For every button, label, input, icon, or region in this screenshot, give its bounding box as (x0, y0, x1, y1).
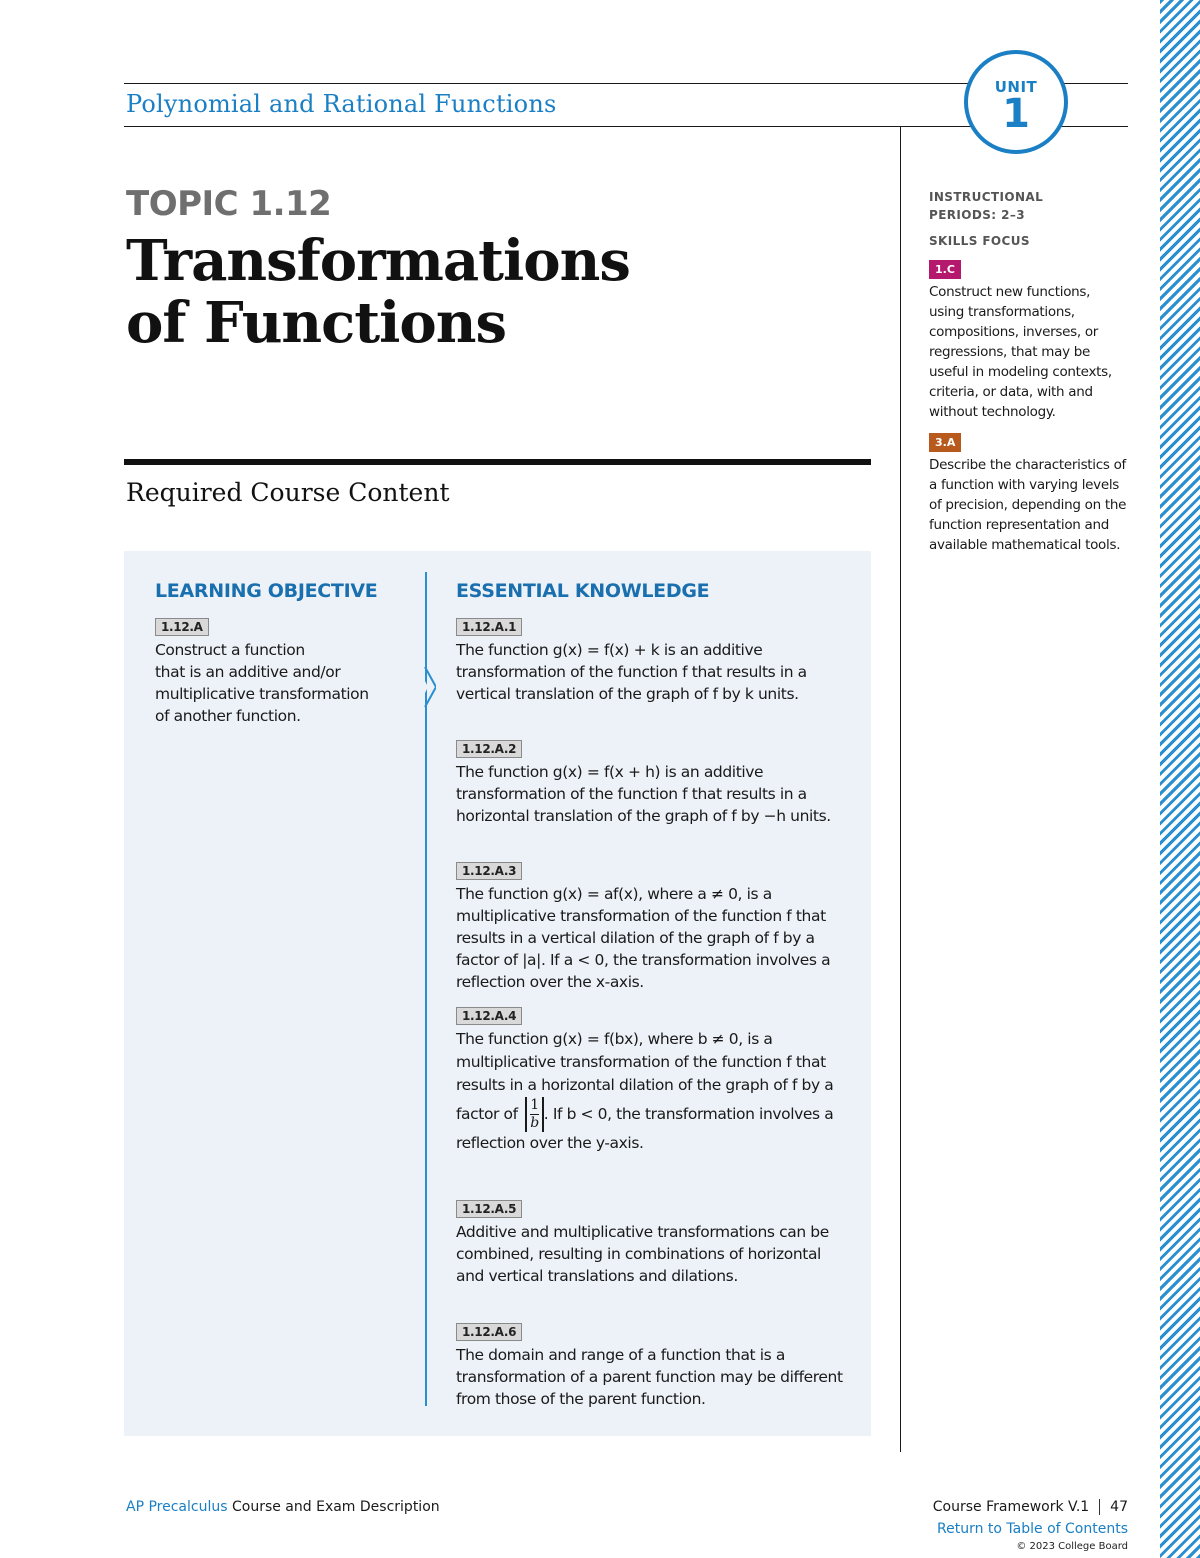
unit-badge-label: UNIT (994, 78, 1038, 96)
chevron-right-icon (414, 665, 436, 709)
ek-item (456, 616, 846, 705)
skills-focus-heading: SKILLS FOCUS (929, 234, 1030, 248)
ek-code: 1.12.A.3 (456, 862, 522, 880)
ek-code: 1.12.A.6 (456, 1323, 522, 1341)
ek-code: 1.12.A.2 (456, 740, 522, 758)
edge-stripe-decoration (1160, 0, 1200, 1558)
lo-line: of another function. (155, 707, 301, 725)
sidebar (929, 188, 1134, 555)
copyright: © 2023 College Board (1016, 1541, 1128, 1552)
skill-code: 1.C (929, 260, 961, 279)
learning-objective-text (155, 639, 405, 727)
fraction (525, 1097, 544, 1132)
ek-item (456, 1198, 846, 1287)
ek-text: The function g(x) = af(x), where a ≠ 0, is a multiplicative transformation of the function f that results in a vertical dilation of the graph of f by a factor of |a|. If a < 0, the transformation involves a reflection over the x-axis. (456, 885, 831, 991)
sidebar-divider (900, 126, 901, 1452)
section-heading: Required Course Content (126, 478, 450, 507)
return-to-toc-link[interactable]: Return to Table of Contents (937, 1521, 1128, 1537)
ek-item (456, 738, 846, 827)
ek-text: The function g(x) = f(x) + k is an additive transformation of the function f that results in a vertical translation of the graph of f by k units. (456, 641, 807, 703)
footer-doc-title: Course and Exam Description (231, 1499, 440, 1515)
footer-separator (1099, 1499, 1100, 1515)
fraction-denominator: b (530, 1115, 539, 1131)
ek-text: The domain and range of a function that is a transformation of a parent function may be different from those of the parent function. (456, 1346, 843, 1408)
topic-title-line-1: Transformations (126, 228, 630, 294)
unit-badge-number: 1 (1002, 91, 1030, 137)
learning-objective-heading: LEARNING OBJECTIVE (155, 580, 378, 602)
page-number: 47 (1110, 1499, 1128, 1515)
footer-framework: Course Framework V.1 (932, 1499, 1090, 1515)
skill-item (929, 431, 1134, 555)
learning-objective (155, 616, 405, 727)
skill-text: Construct new functions, using transformations, compositions, inverses, or regressions, that may be useful in modeling contexts, criteria, or data, with and without technology. (929, 284, 1112, 420)
topic-label: TOPIC 1.12 (126, 184, 332, 224)
ek-code: 1.12.A.1 (456, 618, 522, 636)
ek-code: 1.12.A.4 (456, 1007, 522, 1025)
fraction-numerator: 1 (530, 1097, 539, 1113)
skill-text: Describe the characteristics of a function with varying levels of precision, depending on the function representation and available mathematical tools. (929, 457, 1127, 553)
ek-text: Additive and multiplicative transformations can be combined, resulting in combinations of horizontal and vertical translations and dilations. (456, 1223, 829, 1285)
footer-brand: AP Precalculus (126, 1499, 228, 1515)
ek-item (456, 860, 846, 993)
ek-code: 1.12.A.5 (456, 1200, 522, 1218)
instructional-periods-line-2: PERIODS: 2–3 (929, 208, 1025, 222)
skill-code: 3.A (929, 433, 961, 452)
ek-item (456, 1005, 846, 1155)
instructional-periods-line-1: INSTRUCTIONAL (929, 190, 1044, 204)
lo-line: Construct a function (155, 641, 305, 659)
footer-page-info (933, 1499, 1128, 1515)
topic-title-line-2: of Functions (126, 290, 506, 356)
skill-item (929, 258, 1134, 422)
section-rule (124, 459, 871, 465)
lo-line: that is an additive and/or (155, 663, 341, 681)
ek-text-after: . If b < 0, the transformation involves a reflection over the y-axis. (456, 1105, 834, 1152)
lo-line: multiplicative transformation (155, 685, 369, 703)
essential-knowledge-heading: ESSENTIAL KNOWLEDGE (456, 580, 710, 602)
ek-text: The function g(x) = f(x + h) is an additive transformation of the function f that results in a horizontal translation of the graph of f by −h units. (456, 763, 831, 825)
learning-objective-code: 1.12.A (155, 618, 209, 636)
ek-text (456, 1028, 846, 1155)
ek-item (456, 1321, 846, 1410)
unit-title: Polynomial and Rational Functions (126, 90, 557, 118)
topic-title (126, 230, 846, 354)
unit-badge (964, 50, 1068, 154)
footer-document (126, 1499, 440, 1515)
ek-text-before: The function g(x) = f(bx), where b ≠ 0, is a multiplicative transformation of the function f that results in a horizontal dilation of the graph of f by a factor of (456, 1030, 834, 1123)
